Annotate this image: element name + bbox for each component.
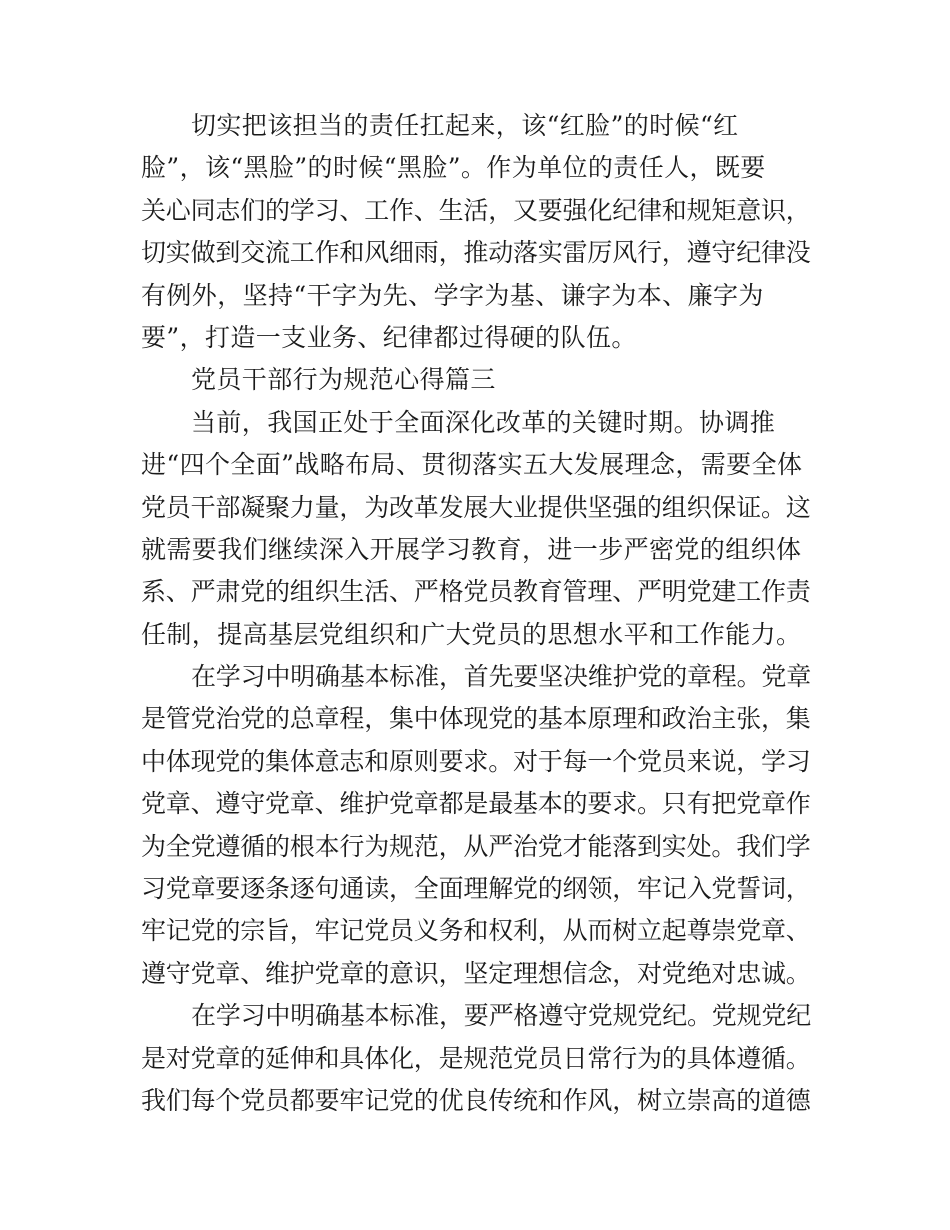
text-line: 党员干部行为规范心得篇三 [191,365,496,395]
text-line: 要”，打造一支业务、纪律都过得硬的队伍。 [141,322,637,352]
text-line: 当前，我国正处于全面深化改革的关键时期。协调推 [191,407,776,437]
text-line: 党员干部凝聚力量，为改革发展大业提供坚强的组织保证。这 [141,492,811,522]
text-line: 在学习中明确基本标准，首先要坚决维护党的章程。党章 [191,662,812,692]
text-line: 在学习中明确基本标准，要严格遵守党规党纪。党规党纪 [191,1001,812,1031]
text-line: 切实把该担当的责任扛起来，该“红脸”的时候“红 [191,111,739,140]
text-line: 是对党章的延伸和具体化，是规范党员日常行为的具体遵循。 [141,1043,811,1073]
text-line: 我们每个党员都要牢记党的优良传统和作风，树立崇高的道德 [141,1085,811,1115]
text-line: 脸”，该“黑脸”的时候“黑脸”。作为单位的责任人，既要 [141,153,766,183]
text-line: 进“四个全面”战略布局、贯彻落实五大发展理念，需要全体 [141,450,803,480]
text-line: 就需要我们继续深入开展学习教育，进一步严密党的组织体 [141,534,802,564]
text-line: 遵守党章、维护党章的意识，坚定理想信念，对党绝对忠诚。 [141,958,811,988]
text-line: 为全党遵循的根本行为规范，从严治党才能落到实处。我们学 [141,831,811,861]
document-body [141,105,815,1122]
text-line: 中体现党的集体意志和原则要求。对于每一个党员来说，学习 [141,746,811,776]
text-line: 系、严肃党的组织生活、严格党员教育管理、严明党建工作责 [141,577,811,607]
text-line: 党章、遵守党章、维护党章都是最基本的要求。只有把党章作 [141,789,811,819]
text-line: 牢记党的宗旨，牢记党员义务和权利，从而树立起尊崇党章、 [141,916,811,946]
text-line: 习党章要逐条逐句通读，全面理解党的纲领，牢记入党誓词， [141,874,811,904]
text-line: 切实做到交流工作和风细雨，推动落实雷厉风行，遵守纪律没 [141,238,811,268]
text-line: 是管党治党的总章程，集中体现党的基本原理和政治主张，集 [141,704,811,734]
text-line: 有例外，坚持“干字为先、学字为基、谦字为本、廉字为 [141,280,764,310]
text-line: 任制，提高基层党组织和广大党员的思想水平和工作能力。 [141,619,802,649]
text-line: 关心同志们的学习、工作、生活，又要强化纪律和规矩意识， [141,195,811,225]
